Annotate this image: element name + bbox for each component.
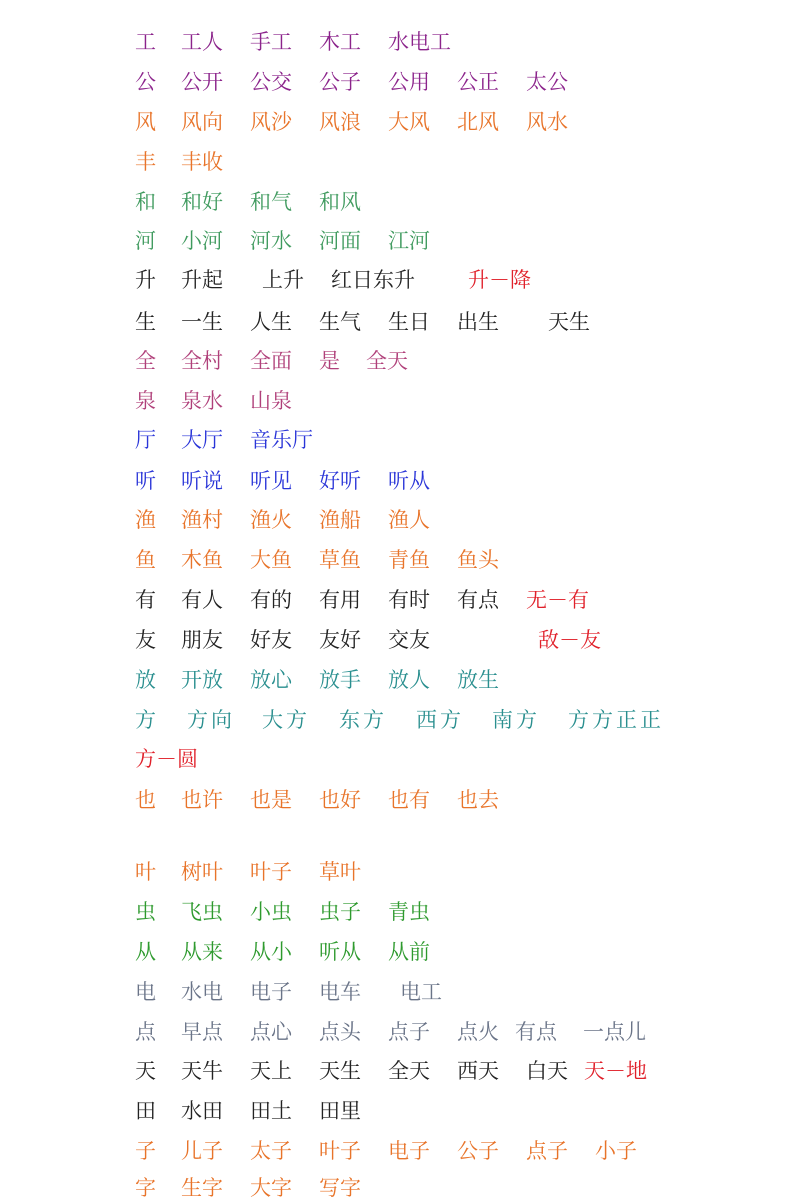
vocab-word: 放手 bbox=[319, 668, 361, 692]
head-character: 田 bbox=[135, 1099, 156, 1123]
vocab-line bbox=[0, 784, 800, 816]
vocab-word: 鱼头 bbox=[457, 548, 499, 572]
vocab-word: 西天 bbox=[457, 1059, 499, 1083]
vocab-word: 草叶 bbox=[319, 860, 361, 884]
head-character: 和 bbox=[135, 190, 156, 214]
vocab-word: 水电 bbox=[181, 980, 223, 1004]
vocab-word: 南方 bbox=[492, 708, 540, 732]
vocab-line bbox=[0, 146, 800, 178]
vocab-word: 放生 bbox=[457, 668, 499, 692]
head-character: 点 bbox=[135, 1020, 156, 1044]
head-character: 公 bbox=[135, 70, 156, 94]
vocab-word: 泉水 bbox=[181, 389, 223, 413]
vocab-word: 公子 bbox=[457, 1139, 499, 1163]
head-character: 全 bbox=[135, 349, 156, 373]
vocab-word: 出生 bbox=[457, 310, 499, 334]
vocab-line bbox=[0, 664, 800, 696]
vocab-word: 从小 bbox=[250, 940, 292, 964]
vocab-word: 渔村 bbox=[181, 508, 223, 532]
vocab-word: 天－地 bbox=[584, 1059, 647, 1083]
head-character: 丰 bbox=[135, 150, 156, 174]
head-character: 方－圆 bbox=[135, 747, 198, 771]
vocab-word: 白天 bbox=[526, 1059, 568, 1083]
vocab-word: 江河 bbox=[388, 229, 430, 253]
vocab-word: 点火 bbox=[457, 1020, 499, 1044]
vocab-word: 田土 bbox=[250, 1099, 292, 1123]
vocab-word: 音乐厅 bbox=[250, 428, 313, 452]
vocab-word: 天上 bbox=[250, 1059, 292, 1083]
vocab-line bbox=[0, 465, 800, 497]
vocab-word: 太子 bbox=[250, 1139, 292, 1163]
vocab-word: 早点 bbox=[181, 1020, 223, 1044]
vocab-word: 和风 bbox=[319, 190, 361, 214]
vocab-word: 大方 bbox=[262, 708, 310, 732]
vocab-word: 点子 bbox=[388, 1020, 430, 1044]
vocab-word: 大鱼 bbox=[250, 548, 292, 572]
vocab-line bbox=[0, 66, 800, 98]
vocab-word: 风水 bbox=[526, 110, 568, 134]
head-character: 子 bbox=[135, 1139, 156, 1163]
vocab-word: 小子 bbox=[595, 1139, 637, 1163]
vocab-word: 草鱼 bbox=[319, 548, 361, 572]
vocab-word: 也有 bbox=[388, 788, 430, 812]
vocab-word: 听见 bbox=[250, 469, 292, 493]
vocab-word: 风向 bbox=[181, 110, 223, 134]
vocab-word: 生气 bbox=[319, 310, 361, 334]
head-character: 从 bbox=[135, 940, 156, 964]
vocab-word: 叶子 bbox=[319, 1139, 361, 1163]
vocab-word: 电子 bbox=[250, 980, 292, 1004]
vocab-word: 也许 bbox=[181, 788, 223, 812]
vocab-word: 从前 bbox=[388, 940, 430, 964]
vocab-word: 山泉 bbox=[250, 389, 292, 413]
head-character: 风 bbox=[135, 110, 156, 134]
vocab-word: 生日 bbox=[388, 310, 430, 334]
vocab-word: 渔火 bbox=[250, 508, 292, 532]
head-character: 有 bbox=[135, 588, 156, 612]
head-character: 叶 bbox=[135, 860, 156, 884]
vocab-word: 电工 bbox=[400, 980, 442, 1004]
vocab-line bbox=[0, 704, 800, 736]
vocab-word: 河面 bbox=[319, 229, 361, 253]
head-character: 听 bbox=[135, 469, 156, 493]
vocab-line bbox=[0, 385, 800, 417]
head-character: 方 bbox=[135, 708, 156, 732]
head-character: 工 bbox=[135, 30, 156, 54]
vocab-word: 升－降 bbox=[468, 268, 531, 292]
vocab-word: 交友 bbox=[388, 628, 430, 652]
head-character: 泉 bbox=[135, 389, 156, 413]
vocab-word: 放人 bbox=[388, 668, 430, 692]
vocab-word: 电子 bbox=[388, 1139, 430, 1163]
vocab-word: 树叶 bbox=[181, 860, 223, 884]
vocab-line bbox=[0, 1016, 800, 1048]
vocab-word: 点子 bbox=[526, 1139, 568, 1163]
vocab-line bbox=[0, 345, 800, 377]
vocab-word: 青鱼 bbox=[388, 548, 430, 572]
vocab-word: 青虫 bbox=[388, 900, 430, 924]
vocab-line bbox=[0, 1095, 800, 1127]
vocab-line bbox=[0, 896, 800, 928]
vocab-word: 公正 bbox=[457, 70, 499, 94]
vocab-word: 渔船 bbox=[319, 508, 361, 532]
vocab-word: 听说 bbox=[181, 469, 223, 493]
vocab-word: 点头 bbox=[319, 1020, 361, 1044]
vocab-word: 全天 bbox=[388, 1059, 430, 1083]
vocab-word: 有的 bbox=[250, 588, 292, 612]
head-character: 厅 bbox=[135, 428, 156, 452]
head-character: 友 bbox=[135, 628, 156, 652]
vocab-line bbox=[0, 1055, 800, 1087]
vocab-line bbox=[0, 584, 800, 616]
vocab-word: 太公 bbox=[526, 70, 568, 94]
head-character: 虫 bbox=[135, 900, 156, 924]
vocab-word: 木鱼 bbox=[181, 548, 223, 572]
vocab-word: 写字 bbox=[319, 1176, 361, 1200]
vocab-line bbox=[0, 544, 800, 576]
vocab-word: 公交 bbox=[250, 70, 292, 94]
vocab-word: 一点儿 bbox=[583, 1020, 646, 1044]
vocab-word: 大厅 bbox=[181, 428, 223, 452]
vocab-line bbox=[0, 624, 800, 656]
vocab-word: 工人 bbox=[181, 30, 223, 54]
vocab-line bbox=[0, 225, 800, 257]
vocab-line bbox=[0, 1172, 800, 1204]
vocab-line bbox=[0, 424, 800, 456]
vocab-word: 好友 bbox=[250, 628, 292, 652]
vocab-word: 儿子 bbox=[181, 1139, 223, 1163]
vocab-word: 电车 bbox=[319, 980, 361, 1004]
vocab-word: 一生 bbox=[181, 310, 223, 334]
vocab-word: 友好 bbox=[319, 628, 361, 652]
vocab-word: 渔人 bbox=[388, 508, 430, 532]
head-character: 渔 bbox=[135, 508, 156, 532]
vocab-word: 天生 bbox=[548, 310, 590, 334]
vocab-word: 方向 bbox=[187, 708, 235, 732]
vocab-line bbox=[0, 743, 800, 775]
vocab-word: 升起 bbox=[181, 268, 223, 292]
head-character: 字 bbox=[135, 1176, 156, 1200]
head-character: 升 bbox=[135, 268, 156, 292]
vocab-word: 全村 bbox=[181, 349, 223, 373]
vocab-line bbox=[0, 264, 800, 296]
vocab-line bbox=[0, 26, 800, 58]
vocab-word: 红日东升 bbox=[331, 268, 415, 292]
vocab-word: 大风 bbox=[388, 110, 430, 134]
vocab-word: 西方 bbox=[416, 708, 464, 732]
vocab-word: 手工 bbox=[250, 30, 292, 54]
head-character: 天 bbox=[135, 1059, 156, 1083]
vocab-word: 田里 bbox=[319, 1099, 361, 1123]
vocab-word: 小河 bbox=[181, 229, 223, 253]
vocab-word: 大字 bbox=[250, 1176, 292, 1200]
vocab-line bbox=[0, 186, 800, 218]
vocab-word: 敌－友 bbox=[538, 628, 601, 652]
vocab-word: 有时 bbox=[388, 588, 430, 612]
vocab-line bbox=[0, 936, 800, 968]
vocab-word: 河水 bbox=[250, 229, 292, 253]
vocab-word: 从来 bbox=[181, 940, 223, 964]
head-character: 放 bbox=[135, 668, 156, 692]
vocab-word: 有人 bbox=[181, 588, 223, 612]
vocab-word: 北风 bbox=[457, 110, 499, 134]
vocab-word: 上升 bbox=[262, 268, 304, 292]
vocab-line bbox=[0, 856, 800, 888]
vocab-word: 丰收 bbox=[181, 150, 223, 174]
vocab-word: 也是 bbox=[250, 788, 292, 812]
vocab-word: 公开 bbox=[181, 70, 223, 94]
vocab-word: 风沙 bbox=[250, 110, 292, 134]
vocab-word: 飞虫 bbox=[181, 900, 223, 924]
vocab-word: 放心 bbox=[250, 668, 292, 692]
vocab-word: 全面 bbox=[250, 349, 292, 373]
vocab-word: 生字 bbox=[181, 1176, 223, 1200]
vocab-word: 和好 bbox=[181, 190, 223, 214]
head-character: 生 bbox=[135, 310, 156, 334]
vocab-word: 公用 bbox=[388, 70, 430, 94]
vocab-word: 叶子 bbox=[250, 860, 292, 884]
vocab-word: 风浪 bbox=[319, 110, 361, 134]
vocab-word: 有点 bbox=[515, 1020, 557, 1044]
vocab-word: 点心 bbox=[250, 1020, 292, 1044]
vocab-word: 有点 bbox=[457, 588, 499, 612]
vocab-word: 天生 bbox=[319, 1059, 361, 1083]
vocab-word: 水田 bbox=[181, 1099, 223, 1123]
vocab-line bbox=[0, 106, 800, 138]
vocab-word: 无－有 bbox=[526, 588, 589, 612]
vocab-word: 好听 bbox=[319, 469, 361, 493]
vocab-word: 小虫 bbox=[250, 900, 292, 924]
vocab-word: 木工 bbox=[319, 30, 361, 54]
vocab-word: 也好 bbox=[319, 788, 361, 812]
vocab-word: 人生 bbox=[250, 310, 292, 334]
vocab-word: 也去 bbox=[457, 788, 499, 812]
vocab-word: 开放 bbox=[181, 668, 223, 692]
head-character: 河 bbox=[135, 229, 156, 253]
vocab-word: 有用 bbox=[319, 588, 361, 612]
vocab-line bbox=[0, 976, 800, 1008]
head-character: 鱼 bbox=[135, 548, 156, 572]
vocab-word: 水电工 bbox=[388, 30, 451, 54]
vocab-word: 天牛 bbox=[181, 1059, 223, 1083]
vocab-line bbox=[0, 1135, 800, 1167]
vocab-word: 朋友 bbox=[181, 628, 223, 652]
vocab-line bbox=[0, 306, 800, 338]
vocab-word: 东方 bbox=[339, 708, 387, 732]
vocab-word: 听从 bbox=[319, 940, 361, 964]
vocab-word: 虫子 bbox=[319, 900, 361, 924]
vocab-word: 全天 bbox=[366, 349, 408, 373]
vocab-word: 和气 bbox=[250, 190, 292, 214]
vocab-line bbox=[0, 504, 800, 536]
head-character: 也 bbox=[135, 788, 156, 812]
head-character: 电 bbox=[135, 980, 156, 1004]
vocab-word: 是 bbox=[319, 349, 340, 373]
vocab-word: 听从 bbox=[388, 469, 430, 493]
vocab-word: 方方正正 bbox=[568, 708, 664, 732]
vocab-word: 公子 bbox=[319, 70, 361, 94]
